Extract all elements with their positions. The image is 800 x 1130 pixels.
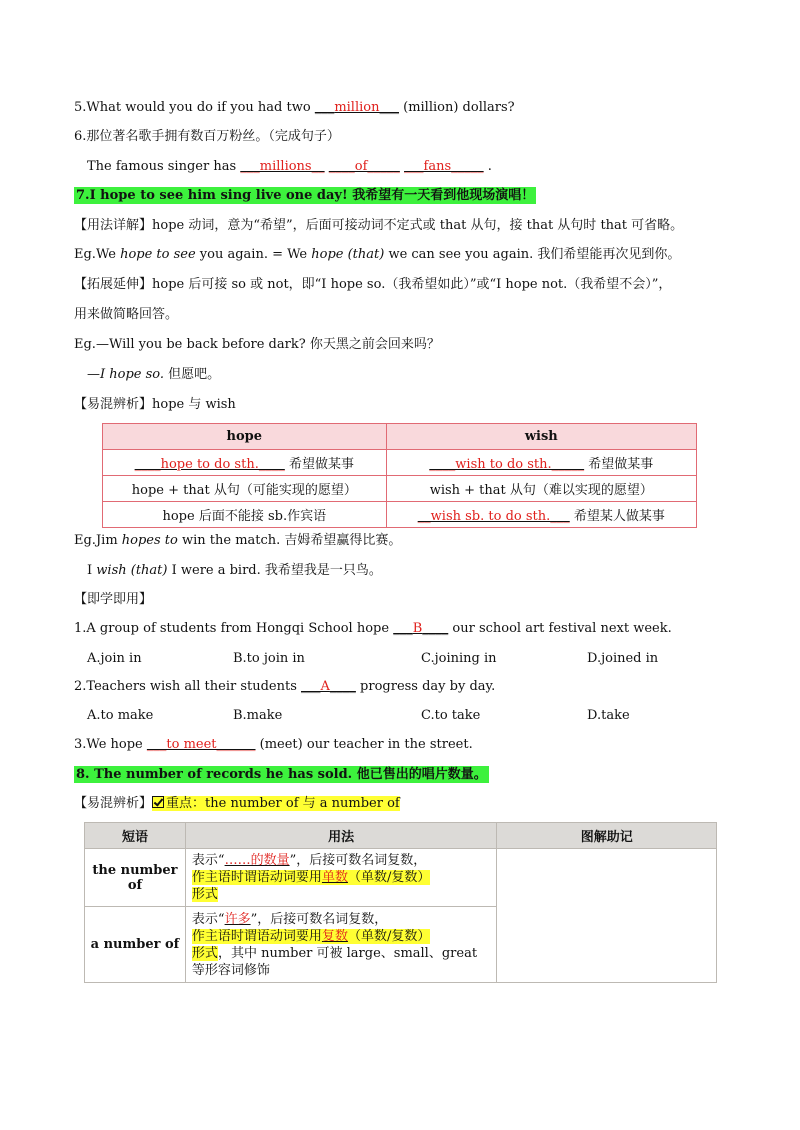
q6-answer-1: ___millions__ (240, 159, 325, 174)
extension-line-1: 【拓展延伸】hope 后可接 so 或 not，即“I hope so.（我希望如此）”或“I hope not.（我希望不会）”， (74, 277, 672, 292)
question-5: 5.What would you do if you had two ___million___ (million) dollars? (74, 100, 515, 115)
example-3: Eg.Jim hopes to win the match. 吉姆希望赢得比赛。 (74, 533, 402, 548)
q5-text: 5.What would you do if you had two (74, 100, 315, 115)
hope-wish-table (102, 423, 697, 528)
p2-option-d: D.take (587, 708, 630, 723)
p1-option-d: D.joined in (587, 651, 659, 666)
p2-option-c: C.to take (421, 708, 481, 723)
p2-option-b: B.make (233, 708, 283, 723)
number-of-table (84, 822, 717, 983)
example-2-reply: —I hope so. 但愿吧。 (87, 367, 221, 382)
section-7-heading: 7.I hope to see him sing live one day! 我希望有一天看到他现场演唱！ (76, 188, 535, 203)
table-row: the number of 表示“……的数量”，后接可数名词复数， 作主语时谓语动词要用单数（单数/复数） 形式 (85, 849, 717, 907)
table-row: ____hope to do sth.____ 希望做某事 ____wish to do sth._____ 希望做某事 (103, 450, 697, 476)
practice-3: 3.We hope ___to meet______ (meet) our teacher in the street. (74, 737, 473, 752)
section-8-heading: 8. The number of records he has sold. 他已售出的唱片数量。 (76, 767, 487, 782)
example-1: Eg.We hope to see you again. = We hope (that) we can see you again. 我们希望能再次见到你。 (74, 247, 681, 262)
q6-answer-2: ____of_____ (328, 159, 400, 174)
p2-option-a: A.to make (87, 708, 154, 723)
header-phrase: 短语 (85, 823, 186, 849)
header-hope: hope (103, 424, 387, 450)
extension-line-2: 用来做简略回答。 (74, 307, 179, 322)
practice-2: 2.Teachers wish all their students ___A____ progress day by day. (74, 679, 496, 694)
table-row: hope + that 从句（可能实现的愿望） wish + that 从句（难以实现的愿望） (103, 476, 697, 502)
table-row: a number of 表示“许多”，后接可数名词复数， 作主语时谓语动词要用复数（单数/复数） 形式，其中 number 可被 large、small、great 等形容词修饰 (85, 907, 717, 983)
p1-answer: B (412, 621, 423, 636)
header-wish: wish (386, 424, 696, 450)
p2-answer: A (320, 679, 330, 694)
header-usage: 用法 (185, 823, 496, 849)
p1-option-c: C.joining in (421, 651, 497, 666)
q6-answer-3: ___fans_____ (404, 159, 484, 174)
p3-answer: ___to meet______ (146, 737, 256, 752)
example-2: Eg.—Will you be back before dark? 你天黑之前会回来吗？ (74, 337, 440, 352)
confuse-number-of: 【易混辨析】 重点：the number of 与 a number of (74, 796, 400, 811)
header-diagram: 图解助记 (497, 823, 717, 849)
p1-option-a: A.join in (87, 651, 142, 666)
checkbox-icon (152, 796, 164, 808)
question-6-sentence: The famous singer has ___millions__ ____of_____ ___fans_____ . (87, 159, 492, 174)
example-4: I wish (that) I were a bird. 我希望我是一只鸟。 (87, 563, 382, 578)
usage-detail: 【用法详解】hope 动词，意为“希望”，后面可接动词不定式或 that 从句，接 that 从句时 that 可省略。 (74, 218, 684, 233)
confuse-hope-wish: 【易混辨析】hope 与 wish (74, 397, 236, 412)
practice-1: 1.A group of students from Hongqi School hope ___B____ our school art festival next week. (74, 621, 672, 636)
p1-option-b: B.to join in (233, 651, 305, 666)
question-6: 6.那位著名歌手拥有数百万粉丝。（完成句子） (74, 129, 340, 144)
table-row: hope 后面不能接 sb.作宾语 __wish sb. to do sth.___ 希望某人做某事 (103, 502, 697, 528)
phrase-the-number-of: the number of (85, 849, 186, 907)
diagram-cell (497, 849, 717, 983)
q5-answer: million (334, 100, 380, 115)
practice-heading: 【即学即用】 (74, 592, 153, 607)
phrase-a-number-of: a number of (85, 907, 186, 983)
